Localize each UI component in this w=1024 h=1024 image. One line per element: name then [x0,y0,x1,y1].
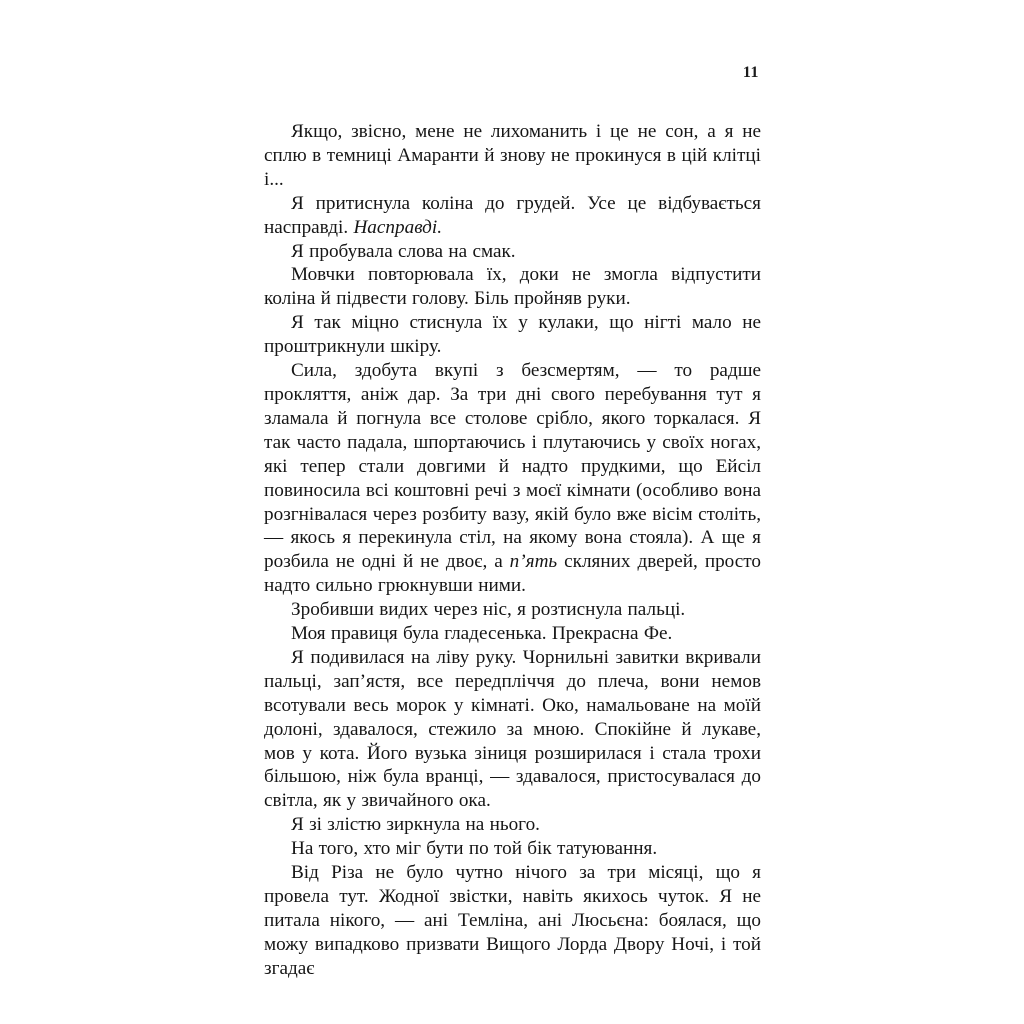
page-number: 11 [742,64,759,81]
paragraph-segment: Я пробувала слова на смак. [291,240,516,262]
paragraph [264,359,761,598]
paragraph [264,813,761,837]
text-block [264,120,761,981]
paragraph-segment: На того, хто міг бути по той бік татуювання. [291,838,658,860]
paragraph-segment: Якщо, звісно, мене не лихоманить і це не сон, а я не сплю в темниці Амаранти й знову не прокинуся в цій клітці і... [264,121,761,190]
paragraph [264,837,761,861]
paragraph [264,263,761,311]
paragraph-segment: Сила, здобута вкупі з безсмертям, — то радше прокляття, аніж дар. За три дні свого перебування тут я зламала й погнула все столове срібло, якого торкалася. Я так часто падала, шпортаючись і плутаючись у своїх ногах, які тепер стали довгими й надто прудкими, що Ейсіл повиносила всі коштовні речі з моєї кімнати (особливо вона розгнівалася через розбиту вазу, якій було вже вісім століть, — якось я перекинула стіл, на якому вона стояла). А ще я розбила не одні й не двоє, а [264,360,761,573]
paragraph [264,240,761,264]
paragraph-segment: Я так міцно стиснула їх у кулаки, що нігті мало не проштрикнули шкіру. [264,312,761,358]
paragraph-segment: Мовчки повторювала їх, доки не змогла відпустити коліна й підвести голову. Біль пройняв руки. [264,264,761,310]
paragraph [264,192,761,240]
paragraph-segment: Я притиснула коліна до грудей. Усе це відбувається насправді. [264,192,761,238]
paragraph [264,311,761,359]
paragraph-segment: скляних дверей, просто надто сильно грюкнувши ними. [264,551,761,597]
paragraph-segment: Я подивилася на ліву руку. Чорнильні завитки вкривали пальці, зап’ястя, все передпліччя до плеча, вони немов всотували весь морок у кімнаті. Око, намальоване на моїй долоні, здавалося, стежило за мною. Спокійне й лукаве, мов у кота. Його вузька зіниця розширилася і стала трохи більшою, ніж була вранці, — здавалося, пристосувалася до світла, як у звичайного ока. [264,646,761,812]
text-column [264,64,761,981]
paragraph-segment: Я зі злістю зиркнула на нього. [291,814,540,836]
paragraph-segment: Моя правиця була гладесенька. Прекрасна Фе. [291,623,673,645]
paragraph-segment-italic: Насправді. [353,216,442,238]
paragraph [264,120,761,192]
paragraph [264,646,761,813]
paragraph-segment-italic: п’ять [509,551,558,573]
paragraph [264,598,761,622]
paragraph [264,622,761,646]
paragraph [264,861,761,981]
paragraph-segment: Зробивши видих через ніс, я розтиснула пальці. [291,599,686,621]
paragraph-segment: Від Різа не було чутно нічого за три місяці, що я провела тут. Жодної звістки, навіть якихось чуток. Я не питала нікого, — ані Темліна, ані Люсьєна: боялася, що можу випадково призвати Вищого Лорда Двору Ночі, і той згадає [264,862,761,979]
